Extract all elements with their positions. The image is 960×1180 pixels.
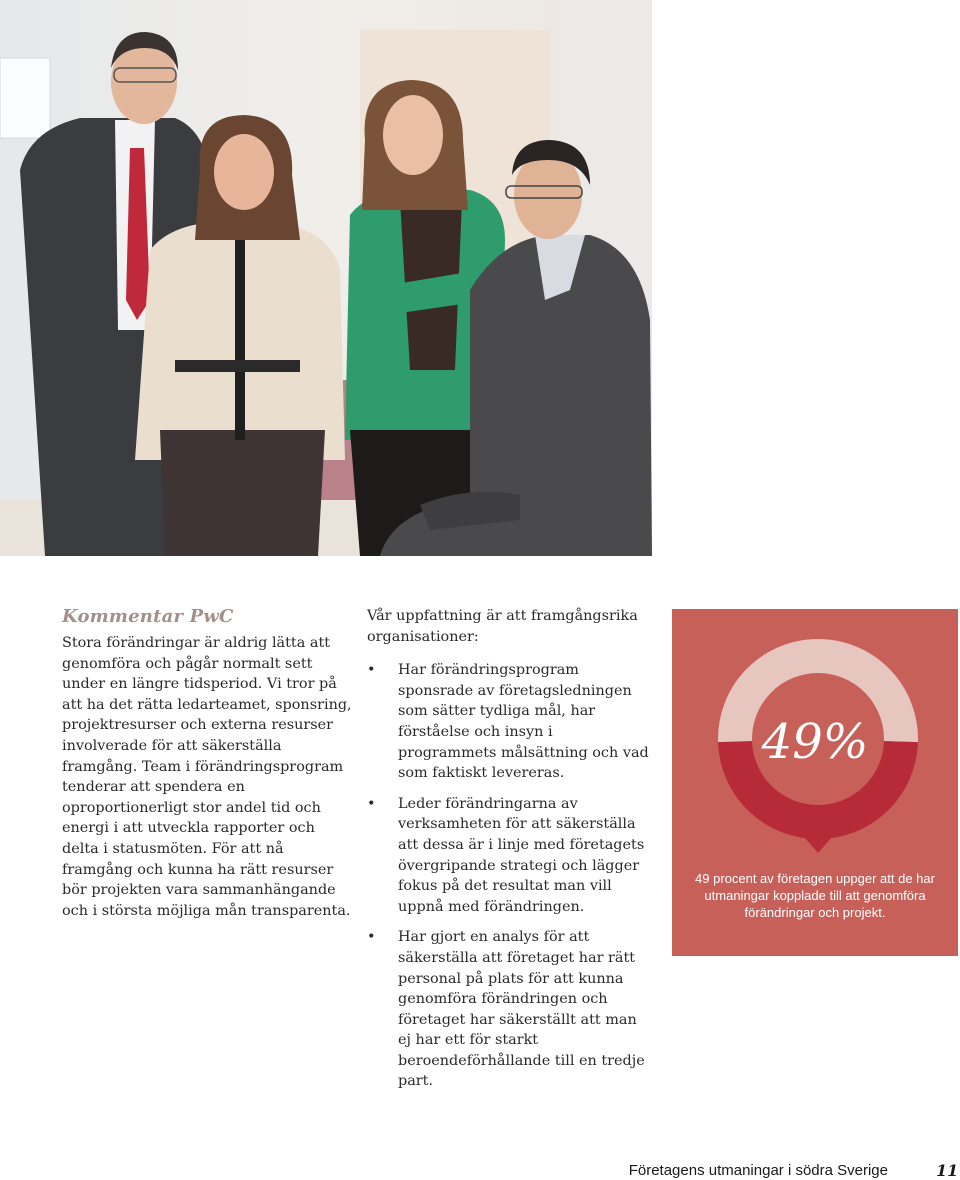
gauge-pointer-icon — [804, 837, 832, 853]
list-item-text: Har gjort en analys för att säkerställa att företaget har rätt personal på plats för att kunna genomföra förändringen och företaget har säkerställt att man ej har ett för starkt beroendeförhållande till en tredje part. — [398, 929, 645, 1090]
view-list — [367, 660, 652, 1092]
view-intro: Vår uppfattning är att framgångsrika organisationer: — [367, 608, 638, 645]
list-item-text: Har förändringsprogram sponsrade av företagsledningen som sätter tydliga mål, har förståelse och insyn i programmets målsättning och vad som faktiskt levereras. — [398, 662, 649, 782]
list-item — [367, 927, 652, 1092]
page-number: 11 — [936, 1161, 959, 1180]
bullet-icon: • — [367, 662, 376, 679]
list-item — [367, 660, 652, 784]
list-item-text: Leder förändringarna av verksamheten för att säkerställa att dessa är i linje med företagets övergripande strategi och lägger fokus på det resultat man vill uppnå med förändringen. — [398, 795, 645, 915]
pwc-comment — [62, 606, 352, 921]
comment-title: Kommentar PwC — [62, 606, 234, 627]
footer-title: Företagens utmaningar i södra Sverige — [628, 1162, 888, 1179]
stat-percentage: 49% — [761, 714, 869, 770]
stat-caption: 49 procent av företagen uppger att de har utmaningar kopplade till att genomföra förändringar och projekt. — [695, 871, 935, 920]
comment-body: Stora förändringar är aldrig lätta att genomföra och pågår normalt sett under en längre tidsperiod. Vi tror på att ha det rätta ledarteamet, sponsring, projektresurser och externa resurser involverade för att säkerställa framgång. Team i förändringsprogram tenderar att spendera en oproportionerligt stor andel tid och energi i att utveckla rapporter och delta i statusmöten. För att nå framgång och kunna ha rätt resurser bör projekten vara sammanhängande och i största möjliga mån transparenta. — [62, 635, 352, 919]
view-section — [367, 606, 652, 1102]
team-photo — [0, 0, 652, 556]
bullet-icon: • — [367, 795, 376, 812]
bullet-icon: • — [367, 929, 376, 946]
list-item — [367, 794, 652, 918]
